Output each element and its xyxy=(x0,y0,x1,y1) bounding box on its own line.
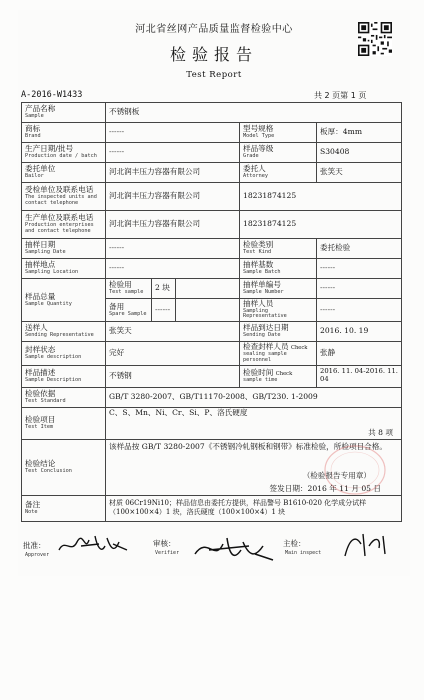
inspection-seal-icon xyxy=(323,444,387,496)
row-quantity-b: 备用 Spare Sample ------ 抽样人员 Sampling Representative ------ xyxy=(22,299,402,322)
sample-value: 不锈钢板 xyxy=(106,103,402,123)
verifier-en: Verifier xyxy=(155,550,180,556)
approver-signature-icon xyxy=(55,532,135,560)
verifier-signature-icon xyxy=(189,534,279,564)
report-paper xyxy=(18,10,410,576)
report-title-en: Test Report xyxy=(186,70,242,80)
qr-code-icon xyxy=(358,22,392,56)
row-note: 备注 Note 材质 06Cr19Ni10；样品信息由委托方提供，样品警号 B1610-020 化学成分试样（100×100×4）1 块，洛氏硬度（100×100×4）1 块 xyxy=(22,495,402,521)
row-sealing: 封样状态 Sample description 完好 检查封样人员 Check sealing sample personnel 张静 xyxy=(22,342,402,365)
row-description: 样品描述 Sample Description 不锈钢 检验时间 Check sample time 2016. 11. 04-2016. 11. 04 xyxy=(22,365,402,387)
row-sampling-location: 抽样地点 Sampling Location ------ 抽样基数 Sample Batch ------ xyxy=(22,259,402,279)
signature-row xyxy=(21,538,401,562)
row-sending-rep: 送样人 Sending Representative 张笑天 样品到达日期 Sending Date 2016. 10. 19 xyxy=(22,322,402,342)
row-sample: 产品名称 Sample 不锈钢板 xyxy=(22,103,402,123)
verifier-label: 审核： xyxy=(153,539,176,548)
approver-label: 批准： xyxy=(23,541,46,550)
row-inspected-unit: 受检单位及联系电话 The inspected units and contact telephone 河北润丰压力容器有限公司 18231874125 xyxy=(22,183,402,211)
row-bailor: 委托单位 Bailor 河北润丰压力容器有限公司 委托人 Attorney 张笑天 xyxy=(22,163,402,183)
report-title-cn: 检验报告 xyxy=(169,45,258,64)
row-brand: 商标 Brand ------ 型号规格 Model Type 板厚：4mm xyxy=(22,123,402,143)
row-production-unit: 生产单位及联系电话 Production enterprises and contact telephone 河北润丰压力容器有限公司 18231874125 xyxy=(22,211,402,239)
page-info: 共 2 页第 1 页 xyxy=(314,91,367,100)
row-standard: 检验依据 Test Standard GB/T 3280-2007、GB/T11170-2008、GB/T230. 1-2009 xyxy=(22,387,402,407)
center-name: 河北省丝网产品质量监督检验中心 xyxy=(135,24,293,35)
main-inspector-signature-icon xyxy=(339,530,399,560)
main-inspector-en: Main inspect xyxy=(285,550,322,556)
approver-en: Approver xyxy=(25,552,50,558)
main-inspector-label: 主检： xyxy=(283,539,306,548)
row-production-date: 生产日期/批号 Production date / batch ------ 样品等级 Grade S30408 xyxy=(22,143,402,163)
report-number: A-2016-W1433 xyxy=(21,90,83,100)
report-table xyxy=(21,102,402,522)
row-sampling-date: 抽样日期 Sampling Date ------ 检验类别 Test Kind 委托检验 xyxy=(22,239,402,259)
row-conclusion: 检验结论 Test Conclusion 该样品按 GB/T 3280-2007《不锈钢冷轧钢板和钢带》标准检验，所检项目合格。 （检验报告专用章） 签发日期：2016 年 11 月 05 日 xyxy=(22,439,402,495)
row-quantity-a: 样品总量 Sample Quantity 检验用 Test sample 2 块 抽样单编号 Sample Number ------ xyxy=(22,279,402,299)
row-test-item: 检验项目 Test Item C、S、Mn、Ni、Cr、Si、P、洛氏硬度 共 8 项 xyxy=(22,407,402,439)
